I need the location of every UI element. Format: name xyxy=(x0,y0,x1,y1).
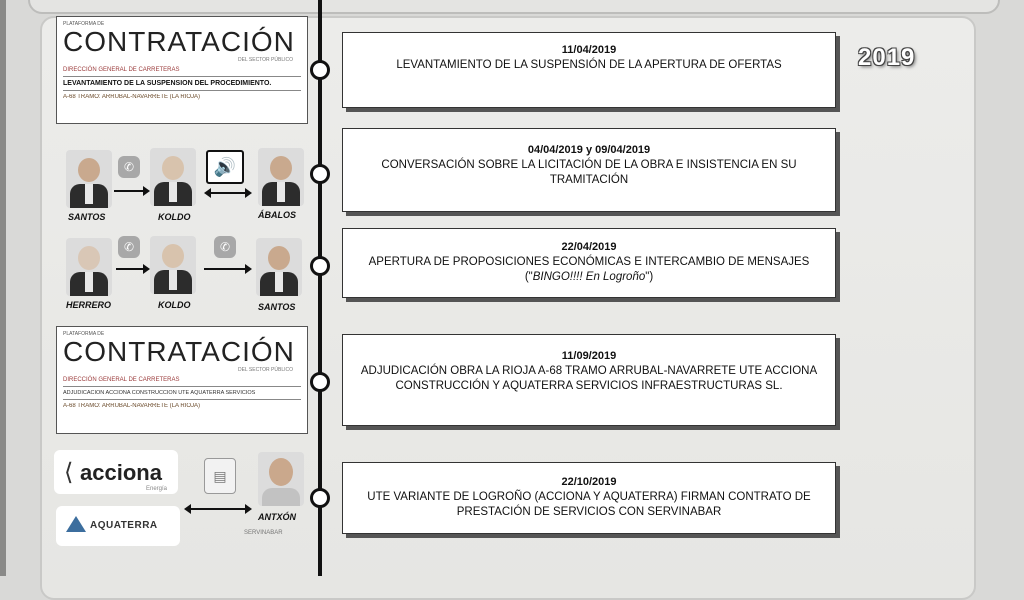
doc-heading: LEVANTAMIENTO DE LA SUSPENSIÓN DEL PROCEDIMIENTO. xyxy=(63,80,272,87)
name-label: SANTOS xyxy=(258,302,296,312)
doc-title: CONTRATACIÓN xyxy=(63,26,295,57)
photo-abalos xyxy=(258,148,304,206)
event-date: 22/10/2019 xyxy=(561,476,617,488)
whatsapp-icon: ✆ xyxy=(118,156,140,178)
name-label: KOLDO xyxy=(158,212,191,222)
page-edge xyxy=(0,0,6,576)
whatsapp-icon: ✆ xyxy=(214,236,236,258)
timeline-node xyxy=(310,60,330,80)
name-label: ANTXÓN xyxy=(258,512,296,522)
doc-detail: A-68 TRAMO: ARRUBAL-NAVARRETE (LA RIOJA) xyxy=(63,94,201,100)
top-panel xyxy=(28,0,1000,14)
event-description: UTE VARIANTE DE LOGROÑO (ACCIONA Y AQUATERRA) FIRMAN CONTRATO DE PRESTACIÓN DE SERVICIOS CON SERVINABAR xyxy=(367,491,811,518)
event-box xyxy=(342,32,836,108)
photo-santos xyxy=(256,238,302,296)
photo-koldo xyxy=(150,236,196,294)
event-date: 04/04/2019 y 09/04/2019 xyxy=(527,144,651,156)
timeline-node xyxy=(310,256,330,276)
doc-heading: ADJUDICACIÓN ACCIONA CONSTRUCCIÓN UTE AQUATERRA SERVICIOS xyxy=(63,390,256,396)
event-description: ADJUDICACIÓN OBRA LA RIOJA A-68 TRAMO ARRUBAL-NAVARRETE UTE ACCIONA CONSTRUCCIÓN Y AQUATERRA SERVICIOS INFRAESTRUCTURAS SL. xyxy=(360,365,818,392)
event-description: LEVANTAMIENTO DE LA SUSPENSIÓN DE LA APERTURA DE OFERTAS xyxy=(396,59,782,71)
contract-document-icon: ▤ xyxy=(204,458,236,494)
divider xyxy=(63,399,301,400)
doc-directorate: DIRECCIÓN GENERAL DE CARRETERAS xyxy=(63,67,180,73)
event-box xyxy=(342,228,836,298)
name-label: HERRERO xyxy=(66,300,112,310)
divider xyxy=(63,386,301,387)
photo-koldo xyxy=(150,148,196,206)
acciona-logo: ⟨ acciona Energía xyxy=(54,450,178,494)
event-date: 11/04/2019 xyxy=(561,44,617,56)
aquaterra-logo xyxy=(56,506,180,546)
doc-platform-label: PLATAFORMA DE xyxy=(63,331,105,337)
whatsapp-icon: ✆ xyxy=(118,236,140,258)
arrow-right-icon xyxy=(116,268,148,270)
aquaterra-logo-text: AQUATERRA xyxy=(90,520,158,531)
arrow-right-icon xyxy=(204,268,250,270)
divider xyxy=(63,90,301,91)
photo-santos xyxy=(66,150,112,208)
name-label: ÁBALOS xyxy=(258,210,296,220)
photo-antxon xyxy=(258,452,304,506)
timeline-node xyxy=(310,488,330,508)
timeline-node xyxy=(310,372,330,392)
doc-subtitle: DEL SECTOR PÚBLICO xyxy=(237,367,293,373)
contratacion-document-1 xyxy=(56,16,308,124)
doc-detail: A-68 TRAMO: ARRUBAL-NAVARRETE (LA RIOJA) xyxy=(63,403,201,409)
divider xyxy=(63,76,301,77)
photo-herrero xyxy=(66,238,112,296)
contratacion-document-2 xyxy=(56,326,308,434)
event-description: CONVERSACIÓN SOBRE LA LICITACIÓN DE LA OBRA E INSISTENCIA EN SU TRAMITACIÓN xyxy=(381,159,797,186)
timeline-node xyxy=(310,164,330,184)
double-arrow-icon xyxy=(186,508,250,510)
event-date: 22/04/2019 xyxy=(561,241,617,253)
name-label: SANTOS xyxy=(68,212,106,222)
event-box xyxy=(342,128,836,212)
speaker-icon: 🔊 xyxy=(206,150,244,184)
event-description: APERTURA DE PROPOSICIONES ECONÓMICAS E INTERCAMBIO DE MENSAJES ("BINGO!!!! En Logroño") xyxy=(368,256,810,283)
double-arrow-icon xyxy=(206,192,250,194)
name-label: KOLDO xyxy=(158,300,191,310)
year-label: 2019 xyxy=(858,44,916,71)
aquaterra-triangle-icon xyxy=(66,516,86,532)
acciona-logo-text: acciona xyxy=(80,460,162,485)
acciona-logo-sub: Energía xyxy=(146,486,168,492)
doc-subtitle: DEL SECTOR PÚBLICO xyxy=(237,57,293,63)
event-box xyxy=(342,462,836,534)
arrow-right-icon xyxy=(114,190,148,192)
doc-directorate: DIRECCIÓN GENERAL DE CARRETERAS xyxy=(63,377,180,383)
event-date: 11/09/2019 xyxy=(561,350,617,362)
doc-title: CONTRATACIÓN xyxy=(63,336,295,367)
servinabar-logo: SERVINABAR xyxy=(244,530,283,536)
event-box xyxy=(342,334,836,426)
doc-platform-label: PLATAFORMA DE xyxy=(63,21,105,27)
